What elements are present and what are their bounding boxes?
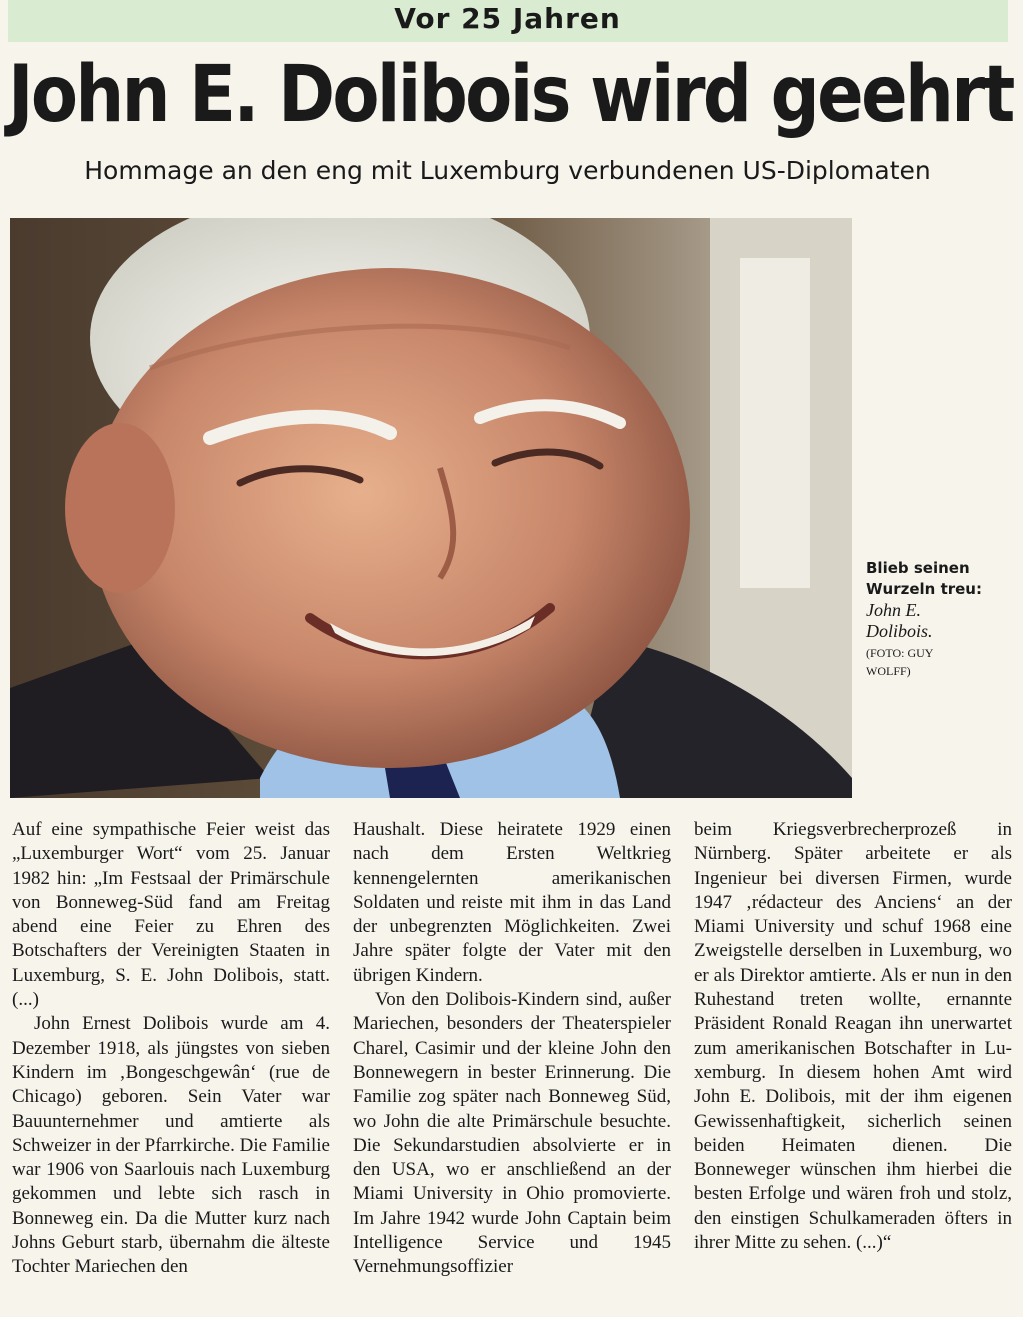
article-paragraph: John Ernest Dolibois wurde am 4. Dezember 1918, als jüngstes von sieben Kindern im ‚Bongeschgewân‘ (rue de Chicago) geboren. Sein Vater war Bauunternehmer und amtierte als Schweizer in der Pfarrkirche. Die Familie war 1906 von Saarlouis nach Luxemburg gekommen und lebte sich rasch in Bonneweg ein. Da die Mutter kurz nach Johns Geburt starb, übernahm die älteste Tochter Mariechen den [12,1013,330,1278]
photo-credit [866,644,1016,680]
article-column-1 [12,818,330,1308]
subheadline: Hommage an den eng mit Luxemburg verbundenen US-Diplomaten [84,156,931,185]
article-paragraph: beim Kriegsverbrecherprozeß in Nürnberg. Später arbeitete er als Ingenieur bei diversen Firmen, wurde 1947 ‚rédacteur des Anciens‘ an der Miami University und schuf 1968 eine Zweigstelle derselben in Luxemburg, wo er als Direktor amtierte. Als er nun in den Ruhestand treten wollte, ernannte Präsident Ronald Reagan ihn unerwartet zum amerikanischen Botschafter in Luxemburg. In diesem hohen Amt wird John E. Dolibois, mit der ihm eigenen Gewissenhaftigkeit, sicherlich seinen beiden Heimaten dienen. Die Bonneweger wünschen ihm hierbei die besten Erfolge und wären froh und stolz, den einstigen Schulkameraden öfters in ihrer Mitte zu sehen. (...)“ [694,819,1012,1254]
article-column-3 [694,818,1012,1308]
photo-credit-line-2: WOLFF) [866,664,911,678]
article-column-2 [353,818,671,1308]
portrait-photo [10,218,852,798]
caption-lead-line-1: Blieb seinen [866,559,970,577]
kicker-label: Vor 25 Jahren [394,2,621,35]
caption-lead-line-2: Wurzeln treu: [866,580,982,598]
portrait-illustration [10,218,852,798]
headline: John E. Dolibois wird geehrt [8,50,1013,140]
caption-name-line-1: John E. [866,600,921,620]
caption-name-line-2: Dolibois. [866,621,933,641]
photo-caption [866,558,1016,680]
photo-credit-line-1: (FOTO: GUY [866,646,934,660]
article-paragraph: Haushalt. Diese heiratete 1929 einen nach dem Ersten Weltkrieg kennengelernten amerikanischen Soldaten und reiste mit ihm in das Land der unbegrenzten Möglichkeiten. Zwei Jahre später folgte der Vater mit den übrigen Kindern. [353,819,671,986]
article-paragraph: Von den Dolibois-Kindern sind, außer Mariechen, besonders der Theaterspieler Charel, Casimir und der kleine John den Bonnewegern in bester Erinnerung. Die Familie zog später nach Bonneweg Süd, wo John die alte Primärschule besuchte. Die Sekundarstudien absolvierte er in den USA, wo er anschließend an der Miami University in Ohio promovierte. Im Jahre 1942 wurde John Captain beim Intelligence Service und 1945 Vernehmungsoffizier [353,989,671,1278]
article-body [12,818,1012,1308]
article-paragraph: Auf eine sympathische Feier weist das „Luxemburger Wort“ vom 25. Januar 1982 hin: „Im Festsaal der Primärschule von Bonneweg-Süd fand am Freitag abend eine Feier zu Ehren des Botschafters der Vereinigten Staaten in Luxemburg, S. E. John Dolibois, statt. (...) [12,819,330,1011]
